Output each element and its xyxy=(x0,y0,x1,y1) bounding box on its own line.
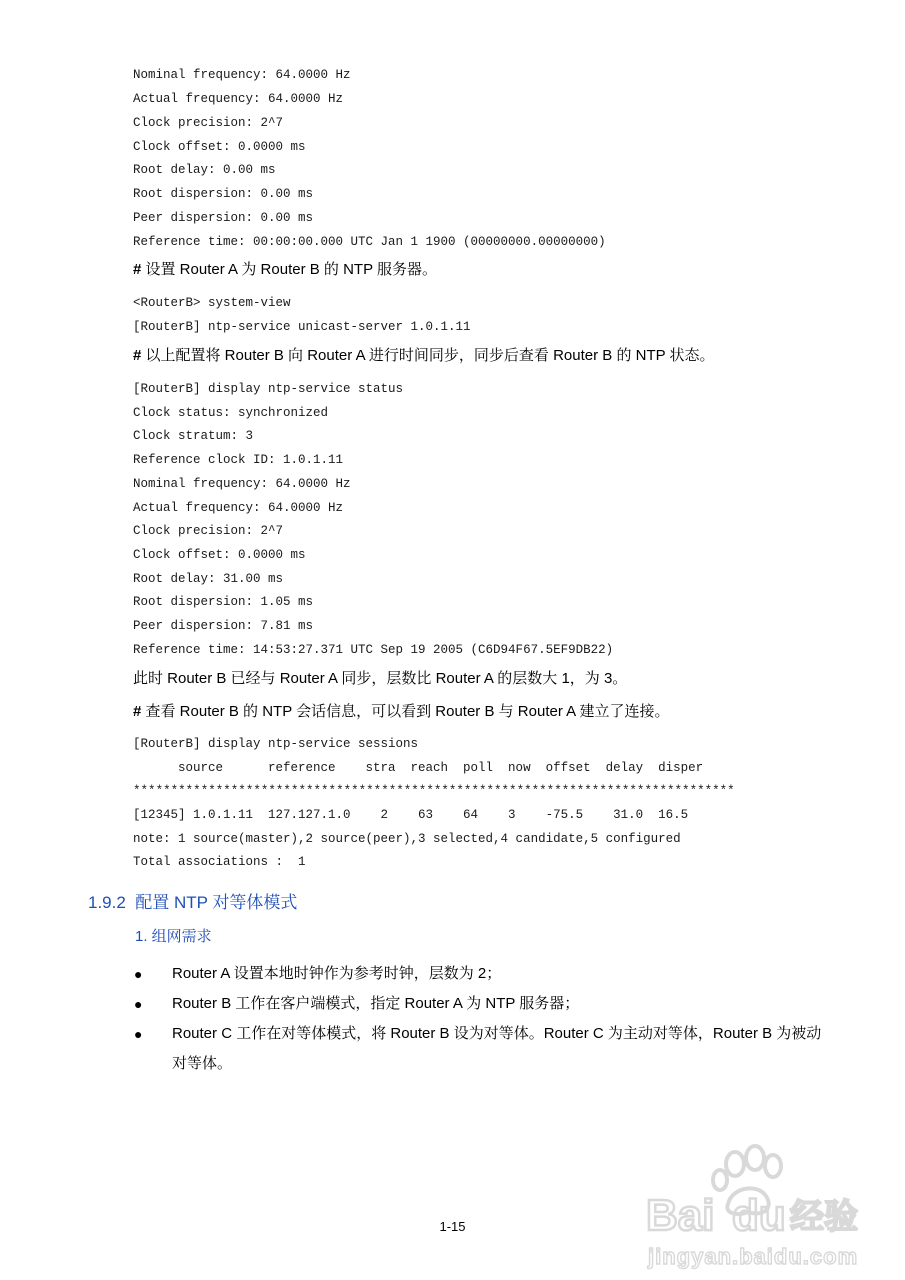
section-title: 配置 NTP 对等体模式 xyxy=(135,893,298,912)
step-hash: # xyxy=(133,347,142,364)
list-item: Router C 工作在对等体模式，将 Router B 设为对等体。Router C 为主动对等体，Router B 为被动对等体。 xyxy=(172,1025,822,1072)
code-line: Clock offset: 0.0000 ms xyxy=(133,140,306,154)
code-line: [RouterB] ntp-service unicast-server 1.0.1.11 xyxy=(133,320,471,334)
step-text: 以上配置将 Router B 向 Router A 进行时间同步，同步后查看 Router B 的 NTP 状态。 xyxy=(141,347,715,364)
code-line: Reference clock ID: 1.0.1.11 xyxy=(133,453,344,467)
code-line: Actual frequency: 64.0000 Hz xyxy=(133,501,344,515)
code-line: Root dispersion: 0.00 ms xyxy=(133,187,314,201)
baidu-watermark xyxy=(640,1142,900,1272)
code-line: Clock stratum: 3 xyxy=(133,429,254,443)
code-line: Clock status: synchronized xyxy=(133,406,329,420)
subsection-heading: 1. 组网需求 xyxy=(135,928,212,945)
code-line: [12345] 1.0.1.11 127.127.1.0 2 63 64 3 -75.5 31.0 16.5 xyxy=(133,808,689,822)
code-line: Root delay: 0.00 ms xyxy=(133,163,276,177)
code-line: Root dispersion: 1.05 ms xyxy=(133,595,314,609)
bullet-dot: ● xyxy=(134,1026,143,1042)
watermark-product: 经验 xyxy=(790,1197,858,1237)
code-line: note: 1 source(master),2 source(peer),3 selected,4 candidate,5 configured xyxy=(133,832,681,846)
code-line: Reference time: 14:53:27.371 UTC Sep 19 2005 (C6D94F67.5EF9DB22) xyxy=(133,643,614,657)
code-line: Clock precision: 2^7 xyxy=(133,524,284,538)
page-number: 1-15 xyxy=(439,1219,466,1234)
code-line: Peer dispersion: 7.81 ms xyxy=(133,619,314,633)
step-hash: # xyxy=(133,261,142,278)
section-heading xyxy=(88,888,297,913)
step-text: 设置 Router A 为 Router B 的 NTP 服务器。 xyxy=(141,261,437,278)
code-line: Clock offset: 0.0000 ms xyxy=(133,548,306,562)
code-line: <RouterB> system-view xyxy=(133,296,291,310)
code-line: Total associations : 1 xyxy=(133,855,306,869)
code-line: source reference stra reach poll now offset delay disper xyxy=(133,761,704,775)
sync-note: 此时 Router B 已经与 Router A 同步，层数比 Router A 的层数大 1，为 3。 xyxy=(133,670,628,687)
watermark-brand-suffix: du xyxy=(732,1191,786,1240)
bullet-dot: ● xyxy=(134,996,143,1012)
code-line: ******************************************************************************** xyxy=(133,784,735,798)
step-paragraph xyxy=(133,346,715,366)
code-line: Nominal frequency: 64.0000 Hz xyxy=(133,477,351,491)
bullet-dot: ● xyxy=(134,966,143,982)
baidu-paw-icon xyxy=(640,1142,900,1272)
code-line: Clock precision: 2^7 xyxy=(133,116,284,130)
code-line: Root delay: 31.00 ms xyxy=(133,572,284,586)
code-line: Nominal frequency: 64.0000 Hz xyxy=(133,68,351,82)
step-paragraph xyxy=(133,702,670,722)
code-line: Reference time: 00:00:00.000 UTC Jan 1 1900 (00000000.00000000) xyxy=(133,235,606,249)
code-line: [RouterB] display ntp-service sessions xyxy=(133,737,419,751)
code-line: Peer dispersion: 0.00 ms xyxy=(133,211,314,225)
step-text: 查看 Router B 的 NTP 会话信息，可以看到 Router B 与 Router A 建立了连接。 xyxy=(141,703,670,720)
code-line: [RouterB] display ntp-service status xyxy=(133,382,404,396)
list-item: Router A 设置本地时钟作为参考时钟，层数为 2； xyxy=(172,965,502,982)
section-number: 1.9.2 xyxy=(88,893,126,912)
step-hash: # xyxy=(133,703,142,720)
watermark-brand: Bai xyxy=(646,1191,715,1240)
list-item: Router B 工作在客户端模式，指定 Router A 为 NTP 服务器； xyxy=(172,995,580,1012)
code-line: Actual frequency: 64.0000 Hz xyxy=(133,92,344,106)
watermark-url: jingyan.baidu.com xyxy=(648,1244,859,1269)
step-paragraph xyxy=(133,260,437,280)
